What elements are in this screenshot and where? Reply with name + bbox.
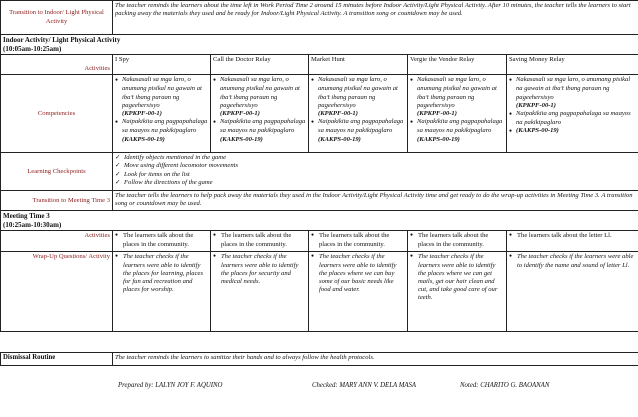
indoor-section-time: (10:05am-10:25am) xyxy=(3,44,62,53)
activities-label: Activities xyxy=(1,55,113,75)
checkpoint-item: ✓ Move using different locomotor movements xyxy=(115,162,239,170)
competency-item: ● Nakasasali sa mga laro, o anumang pisikal na gawain at iba’t ibang paraan ng pageehersisyo xyxy=(311,76,398,109)
competency-code: (KAKPS-00-19) xyxy=(220,135,263,143)
competency-item: ● Naipakikita ang pagpapahalaga sa maayos na pakikipaglaro xyxy=(213,118,306,135)
competency-cell: ● Nakasasali sa mga laro, o anumang pisikal na gawain at iba’t ibang paraan ng pageehersisyo (KPKPF-00-1) ● Naipakikita ang pagpapahalaga sa maayos na pakikipaglaro ● (KAKPS-00-19) xyxy=(507,75,638,153)
dismissal-label: Dismissal Routine xyxy=(1,353,113,366)
competency-cell xyxy=(408,75,507,153)
competency-item: ● Naipakikita ang pagpapahalaga sa maayos na pakikipaglaro xyxy=(509,110,631,127)
noted-by: Noted: CHARITO G. BAOANAN xyxy=(460,382,550,389)
competency-code: (KPKPF-00-1) xyxy=(122,110,162,117)
dismissal-text: The teacher reminds the learners to sanitize their hands and to always follow the health protocols. xyxy=(113,353,638,366)
competency-code: (KPKPF-00-1) xyxy=(417,110,457,117)
meeting-activities-row xyxy=(1,231,638,252)
competency-item: ● Nakasasali sa mga laro, o anumang pisikal na gawain at iba’t ibang paraan ng pageehersisyo xyxy=(213,76,300,109)
activity-saving-money-relay: Saving Money Relay xyxy=(507,55,638,75)
wrap-up-cell: ● The teacher checks if the learners were able to identify the places for security and medical needs. xyxy=(211,252,309,332)
competency-code: (KAKPS-00-19) xyxy=(122,135,165,143)
meeting-section-header xyxy=(1,211,638,231)
competency-code: (KPKPF-00-1) xyxy=(220,110,260,117)
transition-meeting-label: Transition to Meeting Time 3 xyxy=(1,191,113,211)
meeting-section-time: (10:25am-10:30am) xyxy=(3,220,62,229)
transition-indoor-text: The teacher reminds the learners about the time left in Work Period Time 2 around 15 minutes before Indoor Activity/Light Physical Activity. After 10 minutes, the teacher tells the learners to start packing away the materials they used and be ready for Indoor/Light Physical Activity. A transition song or countdown may be used. xyxy=(113,1,638,35)
competency-code: (KAKPS-00-19) xyxy=(417,135,460,143)
competency-cell xyxy=(211,75,309,153)
competency-item: ● Naipakikita ang pagpapahalaga sa maayos na pakikipaglaro xyxy=(115,118,208,135)
meeting-activity-cell: ● The learners talk about the places in the community. xyxy=(408,231,507,252)
checkpoint-item: ✓ Look for items on the list xyxy=(115,170,190,178)
check-icon: ✓ xyxy=(115,178,121,186)
wrap-up-label: Wrap-Up Questions/ Activity xyxy=(1,252,113,332)
learning-checkpoints-list xyxy=(113,153,638,191)
activity-market-hunt: Market Hunt xyxy=(309,55,408,75)
competency-item: ● Nakasasali sa mga laro, o anumang pisikal na gawain at iba’t ibang paraan ng pageehersisyo xyxy=(509,76,631,101)
dismissal-row xyxy=(1,353,638,366)
dismissal-table xyxy=(0,352,638,366)
competency-cell xyxy=(113,75,211,153)
transition-meeting-text: The teacher tells the learners to help pack away the materials they used in the Indoor Activity/Light Physical Activity time and get ready to do the wrap-up activities in Meeting Time 3. A transition song or countdown may be used. xyxy=(113,191,638,211)
competency-item: ● Nakasasali sa mga laro, o anumang pisikal na gawain at iba’t ibang paraan ng pageehersisyo xyxy=(410,76,497,109)
check-icon: ✓ xyxy=(115,154,121,162)
indoor-section-header xyxy=(1,35,638,55)
wrap-up-cell: ● The teacher checks if the learners were able to identify the places where we can buy some of our basic needs like food and water. xyxy=(309,252,408,332)
competencies-row xyxy=(1,75,638,153)
competency-code: (KAKPS-00-19) xyxy=(516,127,559,135)
indoor-section-row xyxy=(1,35,638,55)
competencies-label: Competencies xyxy=(1,75,113,153)
learning-checkpoints-label: Learning Checkpoints xyxy=(1,153,113,191)
meeting-activity-cell: ● The learners talk about the places in the community. xyxy=(113,231,211,252)
meeting-activities-label: Activities xyxy=(1,231,113,252)
competency-item: ● Nakasasali sa mga laro, o anumang pisikal na gawain at iba’t ibang paraan ng pageehersisyo xyxy=(115,76,202,109)
wrap-up-row xyxy=(1,252,638,332)
indoor-section-title: Indoor Activity/ Light Physical Activity xyxy=(3,36,121,44)
activity-call-the-doctor-relay: Call the Doctor Relay xyxy=(211,55,309,75)
competency-code: (KPKPF-00-1) xyxy=(516,101,556,109)
activities-row xyxy=(1,55,638,75)
transition-indoor-row xyxy=(1,1,638,35)
activity-i-spy: I Spy xyxy=(113,55,211,75)
wrap-up-cell: ● The teacher checks if the learners were able to identify the places where we can get mails, get our hair clean and cut, and take good care of our teeth. xyxy=(408,252,507,332)
checked-by: Checked: MARY ANN V. DELA MASA xyxy=(312,382,417,389)
competency-item: ● Naipakikita ang pagpapahalaga sa maayos na pakikipaglaro xyxy=(410,118,503,135)
meeting-activity-cell: ● The learners talk about the places in the community. xyxy=(309,231,408,252)
prepared-by: Prepared by: LALYN JOY F. AQUINO xyxy=(118,382,223,389)
transition-meeting-row xyxy=(1,191,638,211)
check-icon: ✓ xyxy=(115,162,121,170)
learning-checkpoints-row xyxy=(1,153,638,191)
competency-cell xyxy=(309,75,408,153)
meeting-activity-cell: ● The learners talk about the letter Ll. xyxy=(507,231,638,252)
transition-indoor-label: Transition to Indoor/ Light Physical Activity xyxy=(1,1,113,35)
activity-vergie-the-vendor-relay: Vergie the Vendor Relay xyxy=(408,55,507,75)
competency-code: (KAKPS-00-19) xyxy=(318,135,361,143)
checkpoint-item: ✓ Follow the directions of the game xyxy=(115,178,213,186)
checkpoint-item: ✓ Identify objects mentioned in the game xyxy=(115,154,226,162)
wrap-up-cell: ● The teacher checks if the learners were able to identify the name and sound of letter Ll. xyxy=(507,252,638,332)
meeting-section-title: Meeting Time 3 xyxy=(3,212,50,221)
competency-item: ● Naipakikita ang pagpapahalaga sa maayos na pakikipaglaro xyxy=(311,118,404,135)
meeting-activity-cell: ● The learners talk about the places in the community. xyxy=(211,231,309,252)
check-icon: ✓ xyxy=(115,170,121,178)
meeting-section-row xyxy=(1,211,638,231)
competency-code: (KPKPF-00-1) xyxy=(318,110,358,117)
wrap-up-cell: ● The teacher checks if the learners were able to identify the places for learning, places for fun and recreation and places for worship. xyxy=(113,252,211,332)
